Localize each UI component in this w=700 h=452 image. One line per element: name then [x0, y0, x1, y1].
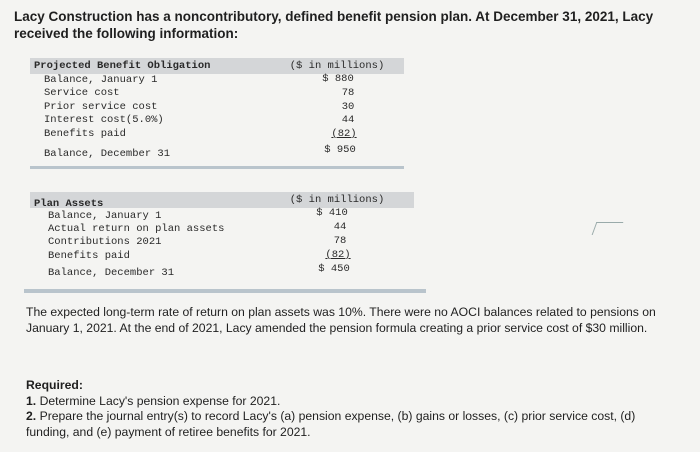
plan-assets-row-label: Balance, January 1 — [48, 210, 162, 222]
plan-assets-row-label: Actual return on plan assets — [48, 223, 225, 235]
problem-intro: Lacy Construction has a noncontributory, defined benefit pension plan. At December 31, 2021, Lacy received the following information: — [14, 9, 654, 41]
plan-assets-row-value: 78 — [333, 235, 347, 247]
item-number: 2. — [26, 409, 40, 423]
pbo-row-label: Balance, December 31 — [44, 148, 171, 160]
plan-assets-schedule — [30, 192, 414, 298]
pbo-row-label: Prior service cost — [44, 101, 158, 113]
plan-assets-row-label: Benefits paid — [48, 250, 130, 262]
pbo-row-value: $ 950 — [324, 144, 356, 156]
plan-assets-row-label: Balance, December 31 — [48, 267, 175, 279]
pbo-row-label: Balance, January 1 — [44, 74, 158, 86]
required-item-2: 2. Prepare the journal entry(s) to record Lacy's (a) pension expense, (b) gains or losses, (c) prior service cost, (d) funding, and (e) payment of retiree benefits for 2021. — [26, 409, 636, 439]
pbo-title: Projected Benefit Obligation — [34, 60, 211, 72]
pbo-row-value: 78 — [341, 87, 355, 99]
pbo-row-label: Benefits paid — [44, 128, 126, 140]
plan-assets-row-value: 44 — [333, 221, 347, 233]
item-number: 1. — [26, 393, 40, 408]
required-section — [26, 378, 666, 440]
pbo-row-value: 44 — [341, 114, 355, 126]
required-item-1: 1. Determine Lacy's pension expense for 2021. — [26, 393, 281, 408]
plan-assets-row-value: $ 450 — [318, 263, 350, 275]
plan-assets-row-value: $ 410 — [316, 207, 348, 219]
plan-assets-bottom-rule — [24, 289, 426, 293]
assumptions-paragraph: The expected long-term rate of return on plan assets was 10%. There were no AOCI balances related to pensions on January 1, 2021. At the end of 2021, Lacy amended the pension formula creating a prior service cost of $30 million. — [26, 305, 656, 335]
plan-assets-title: Plan Assets — [34, 198, 104, 210]
pen-mark — [592, 222, 624, 235]
pbo-unit: ($ in millions) — [289, 60, 385, 72]
required-heading: Required: — [26, 378, 83, 392]
plan-assets-unit: ($ in millions) — [289, 194, 385, 206]
pbo-bottom-rule — [30, 166, 404, 169]
pbo-row-value: (82) — [331, 128, 357, 140]
pbo-row-label: Service cost — [44, 87, 120, 99]
pbo-schedule — [30, 58, 404, 170]
pbo-row-label: Interest cost(5.0%) — [44, 114, 164, 126]
pbo-row-value: $ 880 — [322, 73, 354, 85]
plan-assets-row-value: (82) — [325, 249, 351, 261]
pbo-row-value: 30 — [341, 101, 355, 113]
plan-assets-row-label: Contributions 2021 — [48, 236, 162, 248]
